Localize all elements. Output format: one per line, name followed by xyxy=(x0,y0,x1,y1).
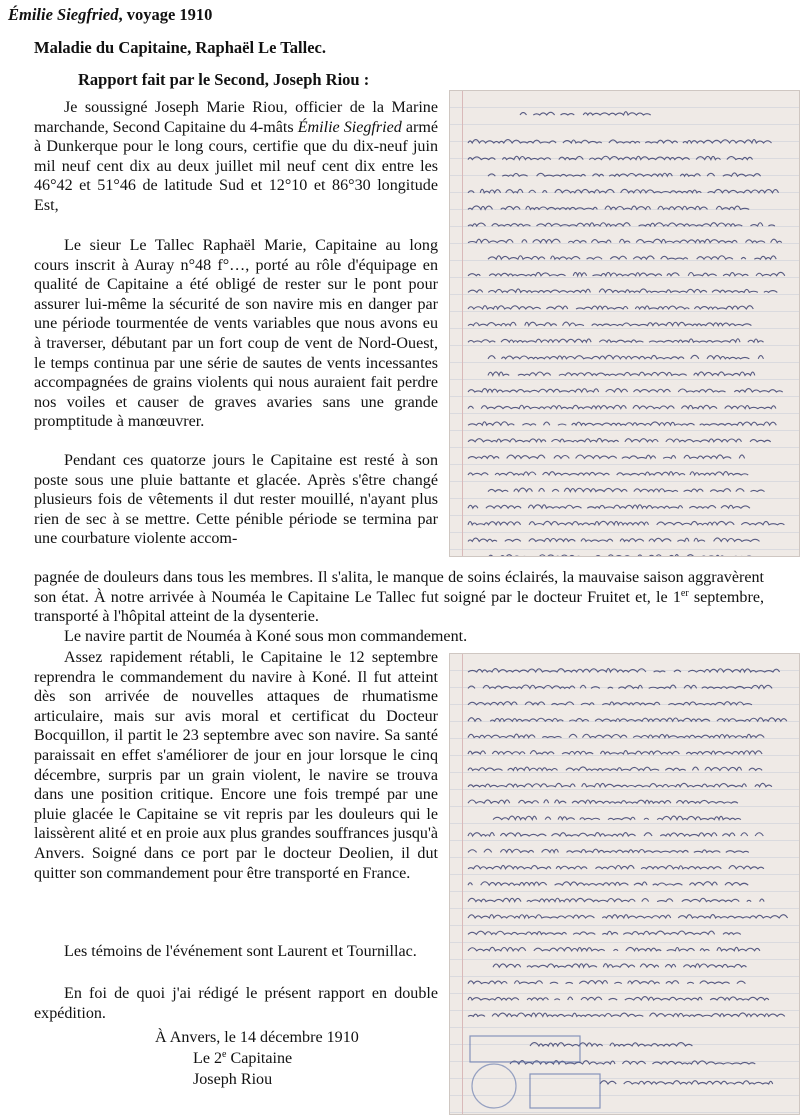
signature-role xyxy=(193,1049,292,1070)
paragraph-5: Assez rapidement rétabli, le Capitaine le 12 septembre reprendra le commandement du navire à Koné. Il fut atteint dès son arrivée de nouvelles attaques de rhumatisme articulaire, mais sur avis moral et certificat du Docteur Bocquillon, il partit le 23 septembre avec son navire. Sa santé paraissait en effet s'améliorer de jour en jour lorsque le cinq décembre, surpris par un grain violent, le navire se trouva dans une position critique. Encore une fois trempé par une pluie glacée le Capitaine se vit repris par les douleurs qui le laissèrent alité et en proie aux plus grandes souffrances jusqu'à Anvers. Soigné dans ce port par le docteur Deolien, il dut quitter son commandement pour être transporté en France. xyxy=(34,649,438,882)
paragraph-3-superscript: er xyxy=(680,587,689,599)
handwritten-line-stroke xyxy=(468,685,777,688)
handwritten-line-stroke xyxy=(468,931,741,934)
report-heading: Rapport fait par le Second, Joseph Riou : xyxy=(78,70,370,89)
handwritten-line-stroke xyxy=(468,189,779,193)
handwritten-line-stroke xyxy=(468,389,783,392)
paragraph-3-text-b2: septembre, transporté à l'hôpital atteint de la dysenterie. xyxy=(34,588,765,626)
paragraph-2: Le sieur Le Tallec Raphaël Marie, Capitaine au long cours inscrit à Auray n°48 f°…, porté au rôle d'équipage en qualité de Capitaine a été obligé de rester sur le pont pour assurer lui-même la sécurité de son navire mis en danger par une période tourmentée de vents variables que nous avons eu à traverser, débutant par un fort coup de vent de Nord-Ouest, le temps continua par une série de sautes de vents incessantes accompagnées de grains violents qui nous auraient fait perdre nos voiles et causer de graves avaries sans une grande promptitude à manœuvrer. xyxy=(34,237,438,431)
handwritten-line-stroke xyxy=(468,538,760,542)
signature-name: Joseph Riou xyxy=(193,1071,273,1088)
handwritten-line-stroke xyxy=(468,849,755,852)
handwritten-line-stroke xyxy=(468,865,764,868)
handwritten-line-stroke xyxy=(468,800,738,803)
handwritten-line-stroke xyxy=(600,1081,773,1084)
handwritten-line-stroke xyxy=(468,669,780,672)
paragraph-3-part-b xyxy=(34,568,764,627)
handwritten-line-stroke xyxy=(493,964,755,968)
handwritten-line-stroke xyxy=(488,173,761,176)
paragraph-1 xyxy=(34,98,438,216)
voyage-year: , voyage 1910 xyxy=(118,5,213,24)
handwritten-line-stroke xyxy=(468,1013,785,1016)
handwritten-line-stroke xyxy=(468,783,772,787)
signature-place-date: À Anvers, le 14 décembre 1910 xyxy=(155,1029,359,1046)
paragraph-1-text-a: Je soussigné Joseph Marie Riou, officier de la Marine marchande, Second Capitaine du 4-mâts xyxy=(34,99,438,136)
handwritten-line-stroke xyxy=(468,521,784,525)
handwritten-line-stroke xyxy=(488,256,776,259)
paragraph-3-text-b1: pagnée de douleurs dans tous les membres. Il s'alita, le manque de soins éclairés, la mauvaise saison aggravèrent son état. À notre arrivée à Nouméa le Capitaine Le Tallec fut soigné par le docteur Fruitet et, le 1 xyxy=(34,569,764,606)
handwritten-line-stroke xyxy=(468,767,762,770)
manuscript-image-page-1 xyxy=(449,90,800,557)
signature-role-b: Capitaine xyxy=(226,1050,293,1067)
handwritten-line-stroke xyxy=(488,555,754,556)
handwritten-line-stroke xyxy=(468,472,748,475)
signature-role-a: Le 2 xyxy=(193,1050,223,1067)
handwritten-line-stroke xyxy=(488,488,765,492)
handwritten-line-stroke xyxy=(468,734,771,738)
handwritten-line-stroke xyxy=(468,272,785,275)
paragraph-3-part-a: Pendant ces quatorze jours le Capitaine est resté à son poste sous une pluie battante et glacée. Après s'être changé plusieurs fois de vêtements il dut rester mouillé, n'ayant plus rien de sec à se mettre. Cette pénible période se termina par une courbature violente accom- xyxy=(34,452,438,548)
handwritten-line-stroke xyxy=(468,206,749,209)
handwritten-line-stroke xyxy=(468,438,771,441)
paragraph-7: En foi de quoi j'ai rédigé le présent rapport en double expédition. xyxy=(34,985,438,1022)
handwritten-line-stroke xyxy=(468,405,776,408)
handwritten-line-stroke xyxy=(468,339,771,342)
handwritten-line-stroke xyxy=(468,306,753,309)
seal-stamp-icon xyxy=(472,1064,516,1108)
handwriting-scan-1 xyxy=(450,91,799,556)
handwritten-line-stroke xyxy=(468,505,759,508)
consulate-stamp-icon xyxy=(530,1074,600,1108)
handwritten-line-stroke xyxy=(468,140,772,143)
handwritten-line-stroke xyxy=(468,718,787,722)
handwritten-line-stroke xyxy=(468,751,762,754)
signature-role-superscript: e xyxy=(222,1049,227,1060)
handwritten-line-stroke xyxy=(493,816,741,820)
paragraph-1-text-b: armé à Dunkerque pour le long cours, certifie que du dix-neuf juin mil neuf cent dix au deux juillet mil neuf cent dix entre les 46°42 et 51°46 de latitude Sud et 12°10 et 86°30 longitude Est, xyxy=(34,118,439,214)
handwritten-line-stroke xyxy=(468,898,764,901)
document-title xyxy=(8,5,212,25)
handwritten-line-stroke xyxy=(530,1043,692,1046)
paragraph-1-ship-name: Émilie Siegfried xyxy=(297,118,402,136)
paragraph-4: Le navire partit de Nouméa à Koné sous mon commandement. xyxy=(64,628,468,645)
handwritten-line-stroke xyxy=(468,422,776,425)
handwriting-scan-2 xyxy=(450,654,799,1114)
handwritten-line-stroke xyxy=(468,322,751,326)
handwritten-title-stroke xyxy=(520,112,651,115)
handwritten-line-stroke xyxy=(468,223,775,226)
handwritten-line-stroke xyxy=(488,355,764,358)
handwritten-line-stroke xyxy=(468,455,745,458)
handwritten-line-stroke xyxy=(468,289,786,292)
paragraph-6: Les témoins de l'événement sont Laurent et Tournillac. xyxy=(64,943,417,960)
handwritten-line-stroke xyxy=(468,997,769,1000)
document-subtitle: Maladie du Capitaine, Raphaël Le Tallec. xyxy=(34,38,326,57)
ship-name: Émilie Siegfried xyxy=(8,5,119,24)
handwritten-line-stroke xyxy=(488,372,755,376)
handwritten-line-stroke xyxy=(468,833,763,836)
handwritten-line-stroke xyxy=(468,915,788,918)
handwritten-line-stroke xyxy=(468,156,753,159)
handwritten-line-stroke xyxy=(468,981,745,984)
handwritten-line-stroke xyxy=(468,947,760,950)
consulate-stamp-icon xyxy=(470,1036,580,1062)
manuscript-image-page-2 xyxy=(449,653,800,1115)
handwritten-line-stroke xyxy=(468,239,788,242)
handwritten-line-stroke xyxy=(468,702,752,705)
handwritten-line-stroke xyxy=(468,882,754,886)
